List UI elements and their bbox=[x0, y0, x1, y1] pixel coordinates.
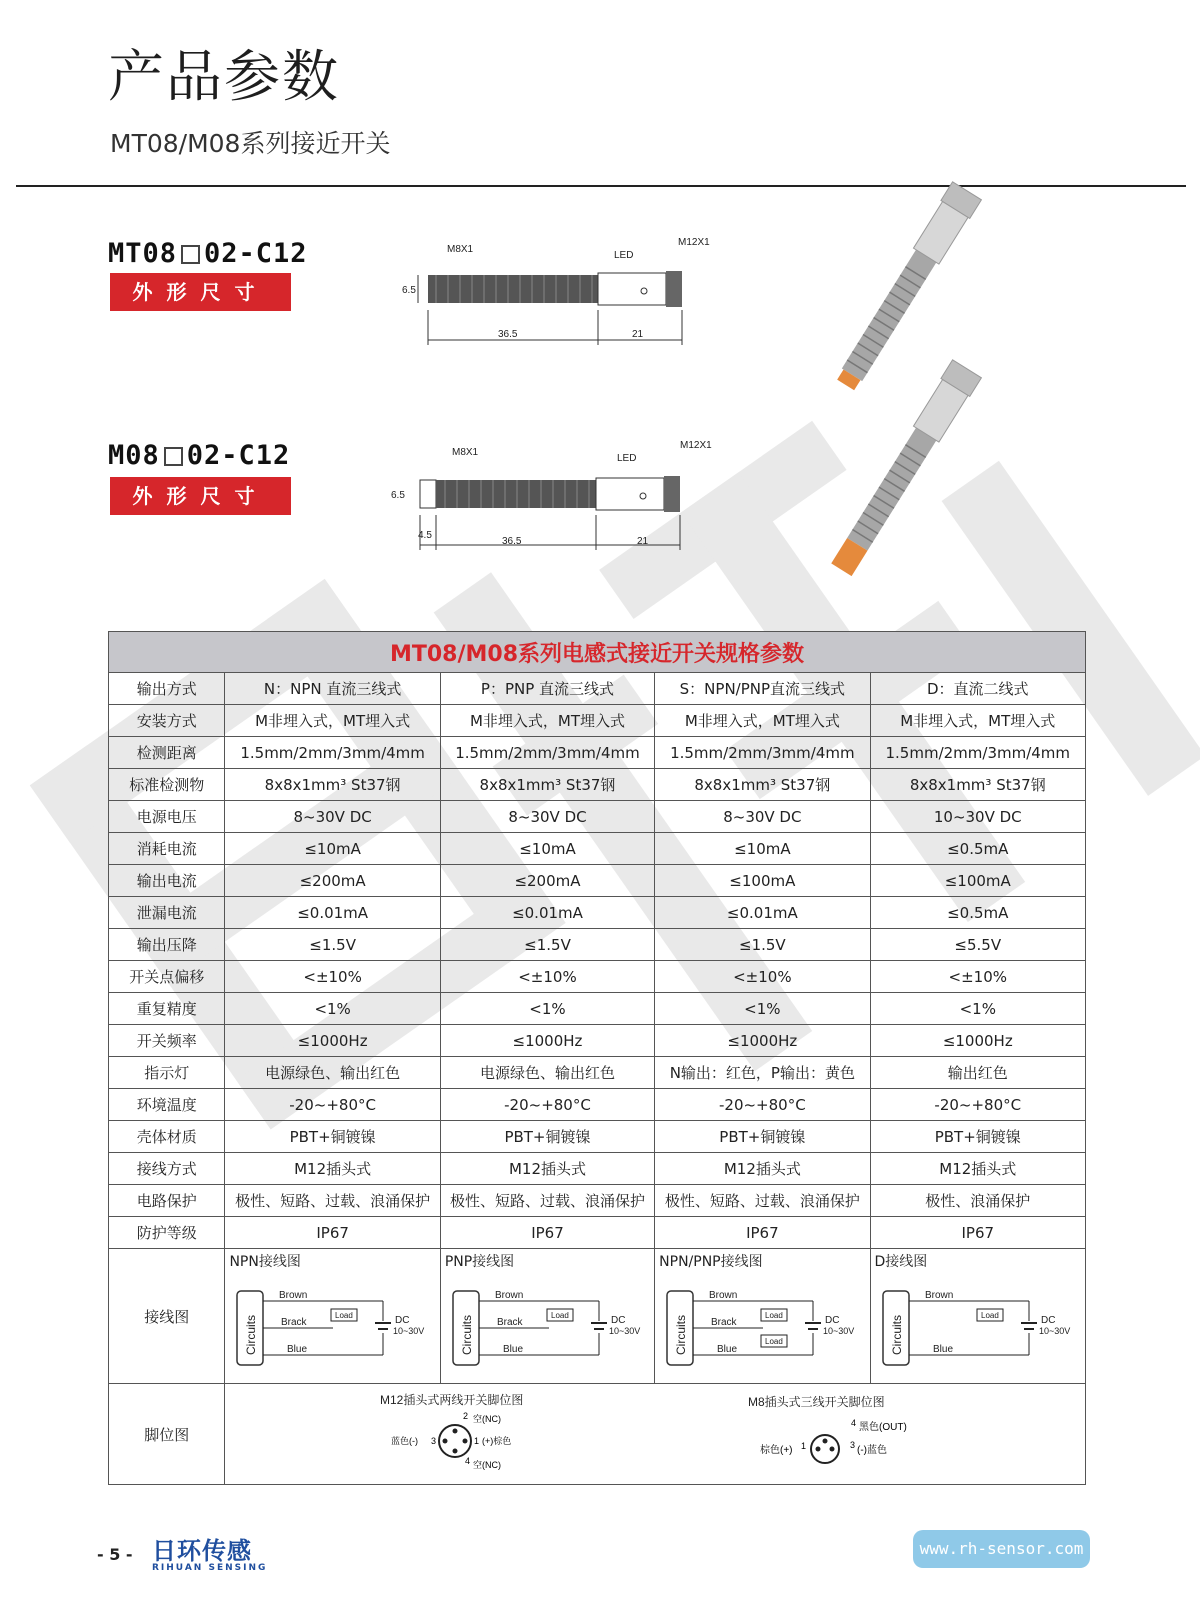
circuits-label: Circuits bbox=[889, 1314, 904, 1355]
table-row bbox=[109, 897, 1086, 929]
blue-wire-label: Blue bbox=[287, 1344, 308, 1355]
diameter-label: 6.5 bbox=[402, 285, 416, 296]
table-cell: 电源绿色、输出红色 bbox=[440, 1057, 654, 1089]
table-cell: -20~+80°C bbox=[655, 1089, 870, 1121]
placeholder-box-icon bbox=[181, 245, 200, 264]
wiring-diagram bbox=[663, 1273, 868, 1383]
table-cell: ≤1000Hz bbox=[655, 1025, 870, 1057]
pin-row bbox=[109, 1384, 1086, 1485]
table-cell: 极性、浪涌保护 bbox=[870, 1185, 1085, 1217]
thread-label: M8X1 bbox=[452, 447, 479, 458]
table-cell: ≤0.01mA bbox=[440, 897, 654, 929]
table-row bbox=[109, 1089, 1086, 1121]
wiring-diagram bbox=[879, 1273, 1084, 1383]
table-cell: PBT+铜镀镍 bbox=[655, 1121, 870, 1153]
table-row bbox=[109, 1121, 1086, 1153]
table-cell: ≤100mA bbox=[870, 865, 1085, 897]
dc-label: DC bbox=[610, 1315, 626, 1326]
page-title: 产品参数 bbox=[108, 45, 340, 110]
table-cell: ≤0.5mA bbox=[870, 833, 1085, 865]
table-cell: P：PNP 直流三线式 bbox=[440, 673, 654, 705]
table-cell: M12插头式 bbox=[225, 1153, 440, 1185]
table-cell: ≤100mA bbox=[655, 865, 870, 897]
led-label: LED bbox=[614, 250, 634, 261]
load-label: Load bbox=[765, 1311, 783, 1320]
table-cell: ≤5.5V bbox=[870, 929, 1085, 961]
table-cell: D：直流二线式 bbox=[870, 673, 1085, 705]
table-cell: M12插头式 bbox=[870, 1153, 1085, 1185]
brand-name-en: RIHUAN SENSING bbox=[152, 1563, 268, 1573]
table-cell: 1.5mm/2mm/3mm/4mm bbox=[225, 737, 440, 769]
m8-pin3-label: (-)蓝色 bbox=[857, 1445, 888, 1456]
table-cell: 8x8x1mm³ St37钢 bbox=[870, 769, 1085, 801]
model-prefix: M08 bbox=[108, 440, 160, 471]
table-cell: N：NPN 直流三线式 bbox=[225, 673, 440, 705]
row-label: 电源电压 bbox=[109, 801, 225, 833]
dc-label: DC bbox=[1040, 1315, 1055, 1326]
m12-pin3-label: 蓝色(-) bbox=[391, 1436, 419, 1446]
wiring-diagram-cell bbox=[655, 1249, 870, 1384]
wiring-title: PNP接线图 bbox=[444, 1254, 515, 1270]
table-cell: PBT+铜镀镍 bbox=[225, 1121, 440, 1153]
dimension-drawing-mt08 bbox=[400, 235, 710, 355]
website-link[interactable]: www.rh-sensor.com bbox=[913, 1530, 1090, 1568]
table-cell: IP67 bbox=[870, 1217, 1085, 1249]
row-label: 输出方式 bbox=[109, 673, 225, 705]
table-cell: <±10% bbox=[870, 961, 1085, 993]
spec-table bbox=[108, 631, 1086, 1485]
table-row bbox=[109, 705, 1086, 737]
table-cell: IP67 bbox=[440, 1217, 654, 1249]
table-cell: ≤10mA bbox=[655, 833, 870, 865]
table-cell: ≤1.5V bbox=[440, 929, 654, 961]
table-row bbox=[109, 865, 1086, 897]
voltage-range-label: 10~30V bbox=[1038, 1326, 1070, 1336]
row-label: 环境温度 bbox=[109, 1089, 225, 1121]
thread-label: M8X1 bbox=[447, 244, 474, 255]
wiring-diagram-cell bbox=[225, 1249, 440, 1384]
table-cell: 极性、短路、过载、浪涌保护 bbox=[225, 1185, 440, 1217]
wiring-row bbox=[109, 1249, 1086, 1384]
m12-pin-title: M12插头式两线开关脚位图 bbox=[380, 1393, 524, 1407]
table-cell: <±10% bbox=[655, 961, 870, 993]
led-label: LED bbox=[617, 453, 637, 464]
blue-wire-label: Blue bbox=[932, 1344, 953, 1355]
row-label: 防护等级 bbox=[109, 1217, 225, 1249]
circuits-label: Circuits bbox=[674, 1314, 689, 1355]
row-label: 接线图 bbox=[109, 1249, 225, 1384]
circuits-label: Circuits bbox=[244, 1314, 259, 1355]
wiring-diagram bbox=[449, 1273, 654, 1383]
brown-wire-label: Brown bbox=[709, 1290, 738, 1301]
table-row bbox=[109, 801, 1086, 833]
table-cell: N输出：红色，P输出：黄色 bbox=[655, 1057, 870, 1089]
table-cell: ≤200mA bbox=[440, 865, 654, 897]
m12-pin4-num: 4 bbox=[465, 1456, 471, 1466]
table-row bbox=[109, 1025, 1086, 1057]
table-cell: M非埋入式，MT埋入式 bbox=[440, 705, 654, 737]
m12-pin2-label: 空(NC) bbox=[473, 1414, 502, 1424]
table-cell: ≤0.01mA bbox=[225, 897, 440, 929]
table-cell: IP67 bbox=[225, 1217, 440, 1249]
sensor-photo-m08 bbox=[800, 368, 1010, 568]
row-label: 检测距离 bbox=[109, 737, 225, 769]
row-label: 接线方式 bbox=[109, 1153, 225, 1185]
table-cell: ≤200mA bbox=[225, 865, 440, 897]
table-cell: S：NPN/PNP直流三线式 bbox=[655, 673, 870, 705]
table-cell: ≤1000Hz bbox=[870, 1025, 1085, 1057]
load-label: Load bbox=[550, 1311, 569, 1320]
table-cell: 8x8x1mm³ St37钢 bbox=[225, 769, 440, 801]
table-cell: ≤0.5mA bbox=[870, 897, 1085, 929]
table-header-row bbox=[109, 632, 1086, 673]
table-cell: M非埋入式，MT埋入式 bbox=[655, 705, 870, 737]
brown-wire-label: Brown bbox=[924, 1290, 953, 1301]
table-cell: 8~30V DC bbox=[655, 801, 870, 833]
row-label: 泄漏电流 bbox=[109, 897, 225, 929]
table-cell: 输出红色 bbox=[870, 1057, 1085, 1089]
table-cell: M非埋入式，MT埋入式 bbox=[225, 705, 440, 737]
voltage-range-label: 10~30V bbox=[823, 1326, 855, 1336]
connector-thread bbox=[666, 271, 682, 307]
table-row bbox=[109, 737, 1086, 769]
dc-label: DC bbox=[395, 1315, 410, 1326]
load-label: Load bbox=[980, 1311, 999, 1320]
m8-pin4-label: 黑色(OUT) bbox=[859, 1422, 908, 1433]
length-b-label: 21 bbox=[637, 536, 649, 547]
table-cell: <1% bbox=[225, 993, 440, 1025]
row-label: 消耗电流 bbox=[109, 833, 225, 865]
table-cell: ≤1000Hz bbox=[225, 1025, 440, 1057]
table-cell: M12插头式 bbox=[440, 1153, 654, 1185]
table-cell: 电源绿色、输出红色 bbox=[225, 1057, 440, 1089]
row-label: 开关点偏移 bbox=[109, 961, 225, 993]
table-row bbox=[109, 929, 1086, 961]
wiring-title: D接线图 bbox=[874, 1254, 928, 1270]
table-cell: <1% bbox=[440, 993, 654, 1025]
length-a-label: 36.5 bbox=[502, 536, 522, 547]
table-cell: 极性、短路、过载、浪涌保护 bbox=[440, 1185, 654, 1217]
table-cell: PBT+铜镀镍 bbox=[440, 1121, 654, 1153]
wiring-title: NPN/PNP接线图 bbox=[659, 1254, 763, 1270]
table-cell: ≤1.5V bbox=[655, 929, 870, 961]
brown-wire-label: Brown bbox=[494, 1290, 524, 1301]
row-label: 电路保护 bbox=[109, 1185, 225, 1217]
table-cell: 8~30V DC bbox=[440, 801, 654, 833]
table-cell: <1% bbox=[870, 993, 1085, 1025]
table-cell: M12插头式 bbox=[655, 1153, 870, 1185]
table-cell: ≤1.5V bbox=[225, 929, 440, 961]
blue-wire-label: Blue bbox=[502, 1344, 523, 1355]
model-name-mt08 bbox=[108, 238, 308, 269]
row-label: 脚位图 bbox=[109, 1384, 225, 1485]
m8-pin-title: M8插头式三线开关脚位图 bbox=[748, 1395, 886, 1409]
table-row bbox=[109, 673, 1086, 705]
m12-pin3-num: 3 bbox=[431, 1436, 437, 1446]
header-divider bbox=[16, 185, 1186, 187]
spec-table-body bbox=[109, 632, 1086, 1485]
m12-pin2-num: 2 bbox=[463, 1411, 469, 1421]
sensor-photo-mt08 bbox=[800, 190, 1010, 385]
table-cell: -20~+80°C bbox=[225, 1089, 440, 1121]
table-cell: 10~30V DC bbox=[870, 801, 1085, 833]
table-cell: ≤10mA bbox=[225, 833, 440, 865]
m8-pin3-num: 3 bbox=[850, 1440, 856, 1450]
row-label: 开关频率 bbox=[109, 1025, 225, 1057]
model-prefix: MT08 bbox=[108, 238, 178, 269]
thread-body bbox=[428, 275, 598, 303]
dimension-drawing-m08 bbox=[391, 440, 712, 565]
table-cell: PBT+铜镀镍 bbox=[870, 1121, 1085, 1153]
brown-wire-label: Brown bbox=[279, 1290, 308, 1301]
dc-label: DC bbox=[825, 1315, 840, 1326]
wiring-diagram-cell bbox=[440, 1249, 654, 1384]
table-cell: -20~+80°C bbox=[440, 1089, 654, 1121]
table-cell: IP67 bbox=[655, 1217, 870, 1249]
table-row bbox=[109, 769, 1086, 801]
load-label: Load bbox=[335, 1311, 354, 1320]
connector-label: M12X1 bbox=[678, 237, 710, 248]
table-cell: <1% bbox=[655, 993, 870, 1025]
row-label: 输出压降 bbox=[109, 929, 225, 961]
connector-label: M12X1 bbox=[680, 440, 712, 451]
m12-pin4-label: 空(NC) bbox=[473, 1460, 502, 1470]
table-cell: 1.5mm/2mm/3mm/4mm bbox=[655, 737, 870, 769]
black-wire-label: Brack bbox=[711, 1317, 737, 1328]
page-subtitle: MT08/M08系列接近开关 bbox=[110, 129, 391, 158]
table-row bbox=[109, 993, 1086, 1025]
table-cell: 8x8x1mm³ St37钢 bbox=[655, 769, 870, 801]
model-suffix: 02-C12 bbox=[204, 238, 308, 269]
table-cell: 8x8x1mm³ St37钢 bbox=[440, 769, 654, 801]
circuits-label: Circuits bbox=[459, 1314, 474, 1355]
table-row bbox=[109, 1185, 1086, 1217]
voltage-range-label: 10~30V bbox=[393, 1326, 425, 1336]
load-label-2: Load bbox=[765, 1337, 783, 1346]
row-label: 指示灯 bbox=[109, 1057, 225, 1089]
blue-wire-label: Blue bbox=[717, 1344, 738, 1355]
row-label: 壳体材质 bbox=[109, 1121, 225, 1153]
length-b-label: 21 bbox=[632, 329, 644, 340]
wiring-title: NPN接线图 bbox=[229, 1254, 301, 1270]
table-cell: ≤0.01mA bbox=[655, 897, 870, 929]
row-label: 安装方式 bbox=[109, 705, 225, 737]
m12-pin1-num: 1 bbox=[474, 1436, 480, 1446]
length-a-label: 36.5 bbox=[498, 329, 518, 340]
table-cell: M非埋入式，MT埋入式 bbox=[870, 705, 1085, 737]
table-cell: <±10% bbox=[440, 961, 654, 993]
placeholder-box-icon bbox=[164, 447, 183, 466]
table-cell: 1.5mm/2mm/3mm/4mm bbox=[870, 737, 1085, 769]
row-label: 输出电流 bbox=[109, 865, 225, 897]
diameter-label: 6.5 bbox=[391, 490, 405, 501]
table-row bbox=[109, 1153, 1086, 1185]
table-cell: ≤1000Hz bbox=[440, 1025, 654, 1057]
table-cell: <±10% bbox=[225, 961, 440, 993]
dimension-tag: 外形尺寸 bbox=[110, 273, 291, 311]
page-number: - 5 - bbox=[97, 1545, 133, 1564]
black-wire-label: Brack bbox=[496, 1317, 523, 1328]
table-row bbox=[109, 833, 1086, 865]
table-title: MT08/M08系列电感式接近开关规格参数 bbox=[109, 632, 1086, 673]
length-c-label: 4.5 bbox=[418, 530, 432, 541]
table-row bbox=[109, 961, 1086, 993]
dimension-tag: 外形尺寸 bbox=[110, 477, 291, 515]
m12-pin1-label: (+)棕色 bbox=[482, 1436, 512, 1446]
table-cell: 极性、短路、过载、浪涌保护 bbox=[655, 1185, 870, 1217]
table-row bbox=[109, 1057, 1086, 1089]
m8-pin1-num: 1 bbox=[801, 1441, 807, 1451]
row-label: 重复精度 bbox=[109, 993, 225, 1025]
table-row bbox=[109, 1217, 1086, 1249]
wiring-diagram-cell bbox=[870, 1249, 1085, 1384]
sensor-housing bbox=[598, 273, 666, 305]
m8-pin4-num: 4 bbox=[851, 1418, 857, 1428]
pin-diagrams bbox=[225, 1386, 1085, 1482]
table-cell: 1.5mm/2mm/3mm/4mm bbox=[440, 737, 654, 769]
voltage-range-label: 10~30V bbox=[608, 1326, 641, 1336]
model-suffix: 02-C12 bbox=[186, 440, 291, 471]
brand-name: 日环传感 bbox=[152, 1537, 252, 1565]
black-wire-label: Brack bbox=[281, 1317, 307, 1328]
m8-pin1-label: 棕色(+) bbox=[760, 1445, 793, 1456]
table-cell: 8~30V DC bbox=[225, 801, 440, 833]
pin-diagram-cell bbox=[225, 1384, 1086, 1485]
table-cell: ≤10mA bbox=[440, 833, 654, 865]
wiring-diagram bbox=[233, 1273, 438, 1383]
row-label: 标准检测物 bbox=[109, 769, 225, 801]
model-name-m08 bbox=[108, 440, 290, 471]
table-cell: -20~+80°C bbox=[870, 1089, 1085, 1121]
